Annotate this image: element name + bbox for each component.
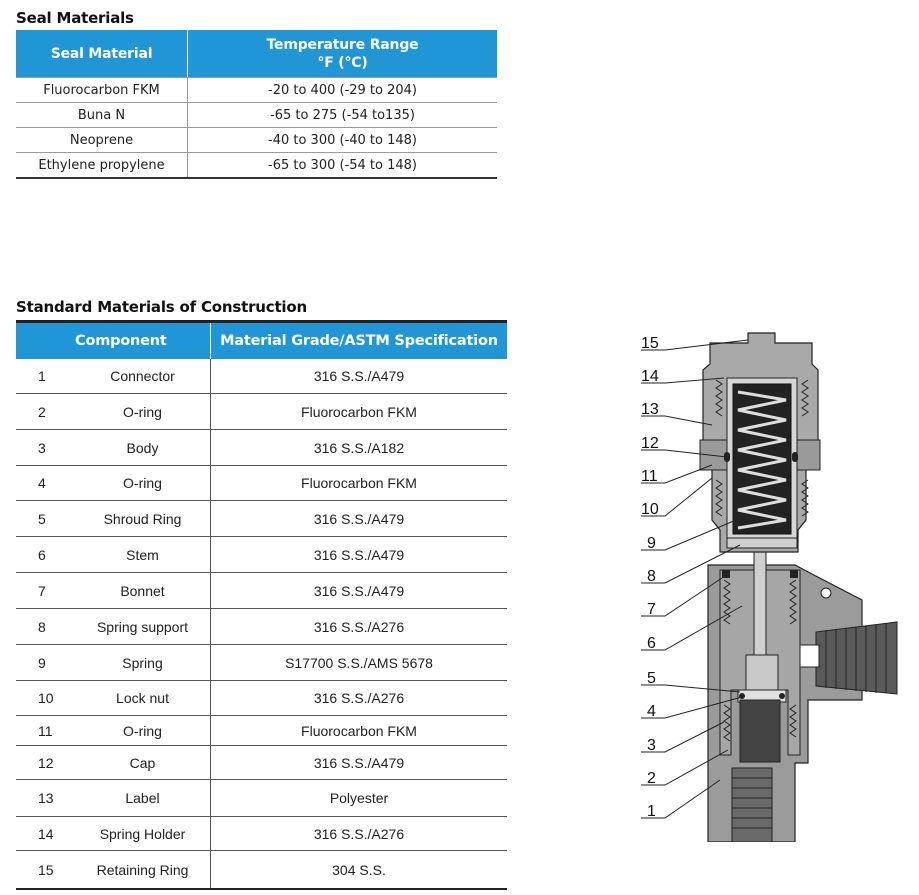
callout-2: 2 [647, 770, 656, 787]
body-port-hole [821, 588, 831, 598]
callout-1: 1 [647, 803, 656, 820]
callout-8: 8 [647, 568, 656, 585]
specification-column-header: Material Grade/ASTM Specification [211, 322, 508, 360]
material-spec-cell: 316 S.S./A479 [211, 501, 508, 537]
table-row [16, 128, 497, 153]
material-spec-cell: 316 S.S./A276 [211, 609, 508, 645]
o-ring-7 [722, 570, 730, 578]
component-number-cell: 2 [16, 394, 75, 430]
stem-lower [746, 655, 778, 695]
table-row [16, 501, 507, 537]
material-spec-cell: 316 S.S./A182 [211, 430, 508, 466]
callout-6: 6 [647, 635, 656, 652]
material-spec-cell: Fluorocarbon FKM [211, 394, 508, 430]
seal-material-cell: Buna N [16, 103, 188, 128]
component-number-cell: 10 [16, 681, 75, 716]
table-row [16, 609, 507, 645]
component-name-cell: Spring Holder [75, 817, 211, 851]
component-name-cell: O-ring [75, 394, 211, 430]
table-row [16, 573, 507, 609]
component-number-cell: 15 [16, 851, 75, 890]
component-number-cell: 3 [16, 430, 75, 466]
seal-materials-table [16, 30, 497, 179]
callout-labels [641, 335, 659, 820]
callout-13: 13 [641, 401, 659, 418]
stem [754, 545, 766, 655]
seal-material-column-header: Seal Material [16, 30, 188, 78]
table-row [16, 645, 507, 681]
valve-cross-section-diagram [628, 322, 919, 842]
material-spec-cell: Fluorocarbon FKM [211, 466, 508, 501]
table-row [16, 716, 507, 746]
material-spec-cell: Polyester [211, 780, 508, 817]
material-spec-cell: 316 S.S./A479 [211, 746, 508, 780]
stem-tip [740, 700, 780, 762]
component-name-cell: Spring [75, 645, 211, 681]
component-name-cell: O-ring [75, 466, 211, 501]
std-table-header-row [16, 322, 507, 360]
component-number-cell: 5 [16, 501, 75, 537]
material-spec-cell: 316 S.S./A479 [211, 359, 508, 394]
o-ring-4 [739, 693, 745, 699]
material-spec-cell: S17700 S.S./AMS 5678 [211, 645, 508, 681]
component-number-cell: 4 [16, 466, 75, 501]
component-column-header: Component [75, 322, 211, 360]
callout-9: 9 [647, 535, 656, 552]
callout-14: 14 [641, 368, 659, 385]
component-name-cell: Shroud Ring [75, 501, 211, 537]
callout-7: 7 [647, 601, 656, 618]
table-row [16, 817, 507, 851]
callout-15: 15 [641, 335, 659, 352]
component-name-cell: Spring support [75, 609, 211, 645]
component-number-header [16, 322, 75, 360]
standard-materials-body [16, 359, 507, 889]
component-number-cell: 11 [16, 716, 75, 746]
component-name-cell: Cap [75, 746, 211, 780]
seal-materials-heading: Seal Materials [16, 9, 134, 27]
callout-10: 10 [641, 501, 659, 518]
callout-11: 11 [641, 468, 658, 485]
table-row [16, 780, 507, 817]
o-ring-4b [779, 693, 785, 699]
table-row [16, 78, 497, 103]
temperature-range-label: Temperature Range [266, 36, 419, 53]
temperature-range-cell: -20 to 400 (-29 to 204) [188, 78, 498, 103]
component-number-cell: 1 [16, 359, 75, 394]
table-row [16, 153, 497, 179]
temperature-unit-label: °F (°C) [317, 54, 368, 71]
seal-material-cell: Ethylene propylene [16, 153, 188, 179]
component-name-cell: Connector [75, 359, 211, 394]
component-number-cell: 9 [16, 645, 75, 681]
seal-material-cell: Neoprene [16, 128, 188, 153]
component-name-cell: Body [75, 430, 211, 466]
material-spec-cell: 316 S.S./A479 [211, 573, 508, 609]
temperature-range-column-header [188, 30, 498, 78]
component-number-cell: 12 [16, 746, 75, 780]
temperature-range-cell: -65 to 275 (-54 to135) [188, 103, 498, 128]
seal-table-header-row [16, 30, 497, 78]
component-name-cell: O-ring [75, 716, 211, 746]
standard-materials-heading: Standard Materials of Construction [16, 298, 307, 316]
component-number-cell: 13 [16, 780, 75, 817]
component-number-cell: 14 [16, 817, 75, 851]
component-name-cell: Retaining Ring [75, 851, 211, 890]
callout-4: 4 [647, 703, 656, 720]
temperature-range-cell: -40 to 300 (-40 to 148) [188, 128, 498, 153]
component-number-cell: 8 [16, 609, 75, 645]
component-name-cell: Label [75, 780, 211, 817]
component-name-cell: Bonnet [75, 573, 211, 609]
callout-12: 12 [641, 435, 659, 452]
callout-5: 5 [647, 670, 656, 687]
material-spec-cell: 304 S.S. [211, 851, 508, 890]
table-row [16, 430, 507, 466]
callout-3: 3 [647, 737, 656, 754]
material-spec-cell: 316 S.S./A479 [211, 537, 508, 573]
seal-material-cell: Fluorocarbon FKM [16, 78, 188, 103]
table-row [16, 103, 497, 128]
connector-bore [732, 768, 772, 842]
table-row [16, 394, 507, 430]
component-number-cell: 6 [16, 537, 75, 573]
component-name-cell: Stem [75, 537, 211, 573]
material-spec-cell: 316 S.S./A276 [211, 681, 508, 716]
table-row [16, 746, 507, 780]
table-row [16, 681, 507, 716]
table-row [16, 466, 507, 501]
table-row [16, 537, 507, 573]
o-ring-7b [790, 570, 798, 578]
component-number-cell: 7 [16, 573, 75, 609]
standard-materials-table [16, 320, 507, 890]
material-spec-cell: 316 S.S./A276 [211, 817, 508, 851]
table-row [16, 359, 507, 394]
temperature-range-cell: -65 to 300 (-54 to 148) [188, 153, 498, 179]
material-spec-cell: Fluorocarbon FKM [211, 716, 508, 746]
table-row [16, 851, 507, 890]
o-ring-11b [792, 452, 798, 462]
component-name-cell: Lock nut [75, 681, 211, 716]
